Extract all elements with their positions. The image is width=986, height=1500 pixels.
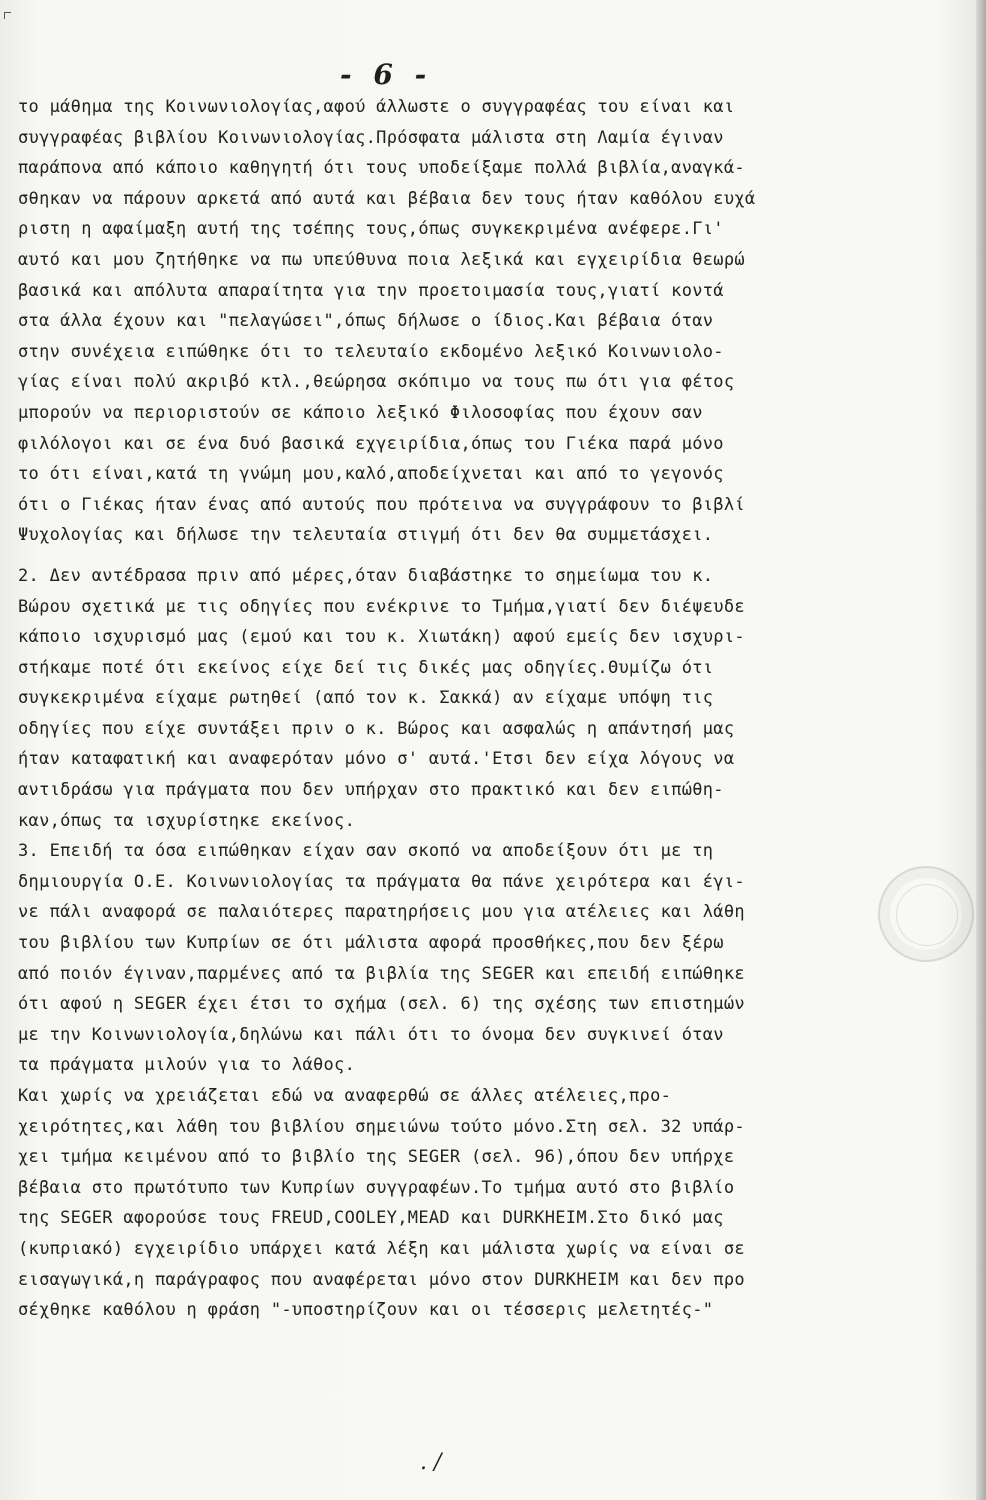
text-line: καν,όπως τα ισχυρίστηκε εκείνος. xyxy=(18,810,356,831)
text-line: βέβαια στο πρωτότυπο των Κυπρίων συγγραφέων.Το τμήμα αυτό στο βιβλίο xyxy=(18,1177,735,1198)
text-line: χει τμήμα κειμένου από το βιβλίο της SEGER (σελ. 96),όπου δεν υπήρχε xyxy=(18,1147,735,1168)
text-line: από ποιόν έγιναν,παρμένες από τα βιβλία της SEGER και επειδή ειπώθηκε xyxy=(18,963,745,984)
corner-mark xyxy=(4,12,11,19)
paragraph xyxy=(18,92,954,551)
paragraph xyxy=(18,561,954,1326)
paragraph-gap xyxy=(18,551,954,561)
text-line: το ότι είναι,κατά τη γνώμη μου,καλό,αποδείχνεται και από το γεγονός xyxy=(18,464,724,485)
text-line: Και χωρίς να χρειάζεται εδώ να αναφερθώ σε άλλες ατέλειες,προ- xyxy=(18,1086,672,1106)
text-line: παράπονα από κάποιο καθηγητή ότι τους υποδείξαμε πολλά βιβλία,αναγκά- xyxy=(18,158,745,179)
text-line: ότι αφού η SEGER έχει έτσι το σχήμα (σελ. 6) της σχέσης των επιστημών xyxy=(18,994,745,1015)
text-line: χειρότητες,και λάθη του βιβλίου σημειώνω τούτο μόνο.Στη σελ. 32 υπάρ- xyxy=(18,1116,745,1137)
text-line: κάποιο ισχυρισμό μας (εμού και του κ. Χιωτάκη) αφού εμείς δεν ισχυρι- xyxy=(18,627,745,648)
text-line: ήταν καταφατική και αναφερόταν μόνο σ' αυτά.'Ετσι δεν είχα λόγους να xyxy=(18,749,735,770)
text-line: γίας είναι πολύ ακριβό κτλ.,θεώρησα σκόπιμο να τους πω ότι για φέτος xyxy=(18,372,735,393)
text-line: Βώρου σχετικά με τις οδηγίες που ενέκρινε το Τμήμα,γιατί δεν διέψευδε xyxy=(18,596,745,617)
text-line: αυτό και μου ζητήθηκε να πω υπεύθυνα ποια λεξικά και εγχειρίδια θεωρώ xyxy=(18,249,745,270)
text-line: 2. Δεν αντέδρασα πριν από μέρες,όταν διαβάστηκε το σημείωμα του κ. xyxy=(18,565,714,586)
text-line: Ψυχολογίας και δήλωσε την τελευταία στιγμή ότι δεν θα συμμετάσχει. xyxy=(18,525,714,546)
text-line: σθηκαν να πάρουν αρκετά από αυτά και βέβαια δεν τους ήταν καθόλου ευχά xyxy=(18,188,756,209)
text-line: με την Κοινωνιολογία,δηλώνω και πάλι ότι το όνομα δεν συγκινεί όταν xyxy=(18,1024,724,1045)
text-line: οδηγίες που είχε συντάξει πριν ο κ. Βώρος και ασφαλώς η απάντησή μας xyxy=(18,718,735,739)
text-line: της SEGER αφορούσε τους FREUD,COOLEY,MEAD και DURKHEIM.Στο δικό μας xyxy=(18,1208,724,1229)
text-line: στην συνέχεια ειπώθηκε ότι το τελευταίο εκδομένο λεξικό Κοινωνιολο- xyxy=(18,341,724,362)
page-edge-shadow xyxy=(976,0,986,1500)
text-line: ριστη η αφαίμαξη αυτή της τσέπης τους,όπως συγκεκριμένα ανέφερε.Γι' xyxy=(18,219,724,240)
text-line: (κυπριακό) εγχειρίδιο υπάρχει κατά λέξη και μάλιστα χωρίς να είναι σε xyxy=(18,1238,745,1259)
text-line: βασικά και απόλυτα απαραίτητα για την προετοιμασία τους,γιατί κοντά xyxy=(18,280,724,301)
text-line: εισαγωγικά,η παράγραφος που αναφέρεται μόνο στον DURKHEIM και δεν προ xyxy=(18,1269,745,1290)
text-line: στα άλλα έχουν και "πελαγώσει",όπως δήλωσε ο ίδιος.Και βέβαια όταν xyxy=(18,311,714,332)
text-line: νε πάλι αναφορά σε παλαιότερες παρατηρήσεις μου για ατέλειες και λάθη xyxy=(18,902,745,923)
text-line: συγκεκριμένα είχαμε ρωτηθεί (από τον κ. Σακκά) αν είχαμε υπόψη τις xyxy=(18,688,714,709)
text-line: συγγραφέας βιβλίου Κοινωνιολογίας.Πρόσφατα μάλιστα στη Λαμία έγιναν xyxy=(18,127,724,148)
text-line: δημιουργία Ο.Ε. Κοινωνιολογίας τα πράγματα θα πάνε χειρότερα και έγι- xyxy=(18,871,745,892)
text-line: του βιβλίου των Κυπρίων σε ότι μάλιστα αφορά προσθήκες,που δεν ξέρω xyxy=(18,933,724,954)
page-number: - 6 - xyxy=(340,58,433,91)
text-line: μπορούν να περιοριστούν σε κάποιο λεξικό Φιλοσοφίας που έχουν σαν xyxy=(18,402,703,423)
text-line: αντιδράσω για πράγματα που δεν υπήρχαν στο πρακτικό και δεν ειπώθη- xyxy=(18,780,724,801)
text-line: φιλόλογοι και σε ένα δυό βασικά εχγειρίδια,όπως του Γιέκα παρά μόνο xyxy=(18,433,724,454)
text-line: το μάθημα της Κοινωνιολογίας,αφού άλλωστε ο συγγραφέας του είναι και xyxy=(18,97,735,117)
text-line: ότι ο Γιέκας ήταν ένας από αυτούς που πρότεινα να συγγράφουν το βιβλί xyxy=(18,494,745,515)
text-line: τα πράγματα μιλούν για το λάθος. xyxy=(18,1055,356,1076)
document-body xyxy=(18,92,954,1326)
continuation-mark: . / xyxy=(420,1450,442,1475)
text-line: στήκαμε ποτέ ότι εκείνος είχε δεί τις δικές μας οδηγίες.Θυμίζω ότι xyxy=(18,657,714,678)
text-line: σέχθηκε καθόλου η φράση "-υποστηρίζουν και οι τέσσερις μελετητές-" xyxy=(18,1300,714,1321)
text-line: 3. Επειδή τα όσα ειπώθηκαν είχαν σαν σκοπό να αποδείξουν ότι με τη xyxy=(18,841,714,862)
